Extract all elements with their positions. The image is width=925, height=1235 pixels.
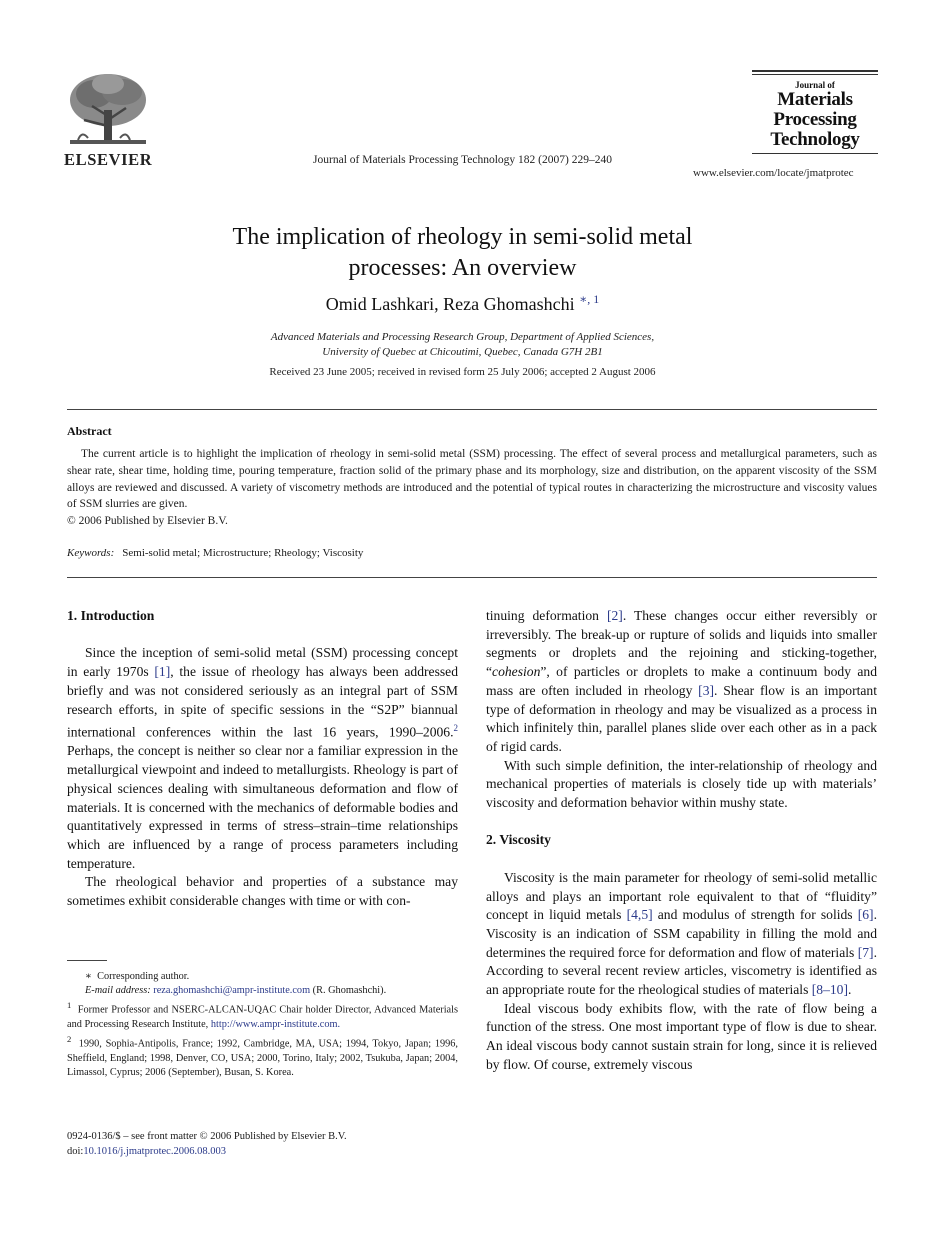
abstract-heading: Abstract (67, 424, 112, 438)
citation-link[interactable]: [4,5] (626, 907, 653, 923)
left-column (67, 607, 458, 911)
title-line-1: The implication of rheology in semi-solid metal (232, 224, 693, 250)
elsevier-tree-icon (64, 70, 152, 150)
footnote-rule (67, 960, 107, 961)
abstract-copyright: © 2006 Published by Elsevier B.V. (67, 515, 228, 528)
divider (67, 577, 877, 578)
affiliation (0, 330, 925, 360)
footnote-link[interactable]: 2 (453, 723, 458, 734)
institute-url-link[interactable]: http://www.ampr-institute.com. (210, 1019, 341, 1031)
page-footer (67, 1130, 347, 1159)
author-footnote-mark[interactable]: ∗, 1 (579, 292, 600, 306)
logo-rule (752, 70, 878, 72)
journal-logo (752, 70, 878, 156)
citation-link[interactable]: [2] (606, 608, 623, 623)
footnote-2: $^2$ 1990, Sophia-Antipolis, France; 1992, Cambridge, MA, USA; 1994, Tokyo, Japan; 1996, Sheffield, England; 1998, Denver, CO, USA; 2000, Torino, Italy; 2002, Tsukuba, Japan; 2004, Limassol, Cyprus; 2006 (September), Busan, S. Korea. (67, 1034, 458, 1079)
paragraph: tinuing deformation [2]. These changes occur either reversibly or irreversibly. The break-up or rupture of solids and liquids into smaller segments or droplets and the rejoining and sticking-together, “cohesion”, of particles or droplets to make a continuum body and mass are often included in rheology [3]. Shear flow is an important type of deformation in rheology and may be visualized as a process in which infinitely thin, parallel planes slide over each other as in a pack of rigid cards. (486, 608, 878, 754)
affiliation-line-2: University of Quebec at Chicoutimi, Quebec, Canada G7H 2B1 (322, 346, 603, 358)
journal-logo-line: Materials (777, 89, 853, 110)
footnote-1: $^1$ Former Professor and NSERC-ALCAN-UQAC Chair holder Director, Advanced Materials and Processing Research Institute, http://www.ampr-institute.com. (67, 1000, 458, 1031)
journal-url[interactable]: www.elsevier.com/locate/jmatprotec (693, 167, 854, 179)
logo-rule (752, 153, 878, 154)
paragraph: The rheological behavior and properties of a substance may sometimes exhibit considerable changes with time or with con- (67, 874, 458, 909)
footnote-email: E-mail address: reza.ghomashchi@ampr-institute.com (R. Ghomashchi). (85, 985, 387, 997)
paragraph: With such simple definition, the inter-relationship of rheology and mechanical properties of materials is closely tide up with materials’ viscosity and deformation behavior within mushy state. (486, 757, 877, 811)
citation-link[interactable]: [1] (154, 664, 171, 680)
paragraph: Since the inception of semi-solid metal (SSM) processing concept in early 1970s [1], the issue of rheology has always been addressed briefly and was not considered seriously as an integral part of SSM research efforts, in spite of specific sessions in the “S2P” biannual international conferences within the last 16 years, 1990–2006.$^2$ Perhaps, the concept is neither so clear nor a familiar expression in the metallurgical viewpoint and indeed to metallurgists. Rheology is part of physical sciences dealing with simultaneous deformation and flow of materials. It is concerned with the mechanics of deformable bodies and quantitatively expressed in terms of stress–strain–time relationships which are influenced by a range of process parameters including temperature. (67, 645, 458, 871)
right-column (486, 607, 877, 1075)
article-title (0, 222, 925, 284)
article-dates: Received 23 June 2005; received in revised form 25 July 2006; accepted 2 August 2006 (269, 366, 656, 378)
issn-line: 0924-0136/$ – see front matter © 2006 Published by Elsevier B.V. (67, 1131, 347, 1142)
abstract-text: The current article is to highlight the implication of rheology in semi-solid metal (SSM) processing. The effect of several process and metallurgical parameters, such as shear rate, shear time, holding time, pouring temperature, fraction solid of the primary phase and its morphology, size and distribution, on the apparent viscosity of the SSM alloys are reviewed and discussed. A variety of viscometry methods are introduced and the potential of typical routes in characterizing the microstructure and viscosity values of SSM slurries are given. (67, 448, 877, 511)
section-heading-viscosity: 2. Viscosity (486, 832, 551, 848)
section-heading-introduction: 1. Introduction (67, 608, 155, 623)
author-names: Omid Lashkari, Reza Ghomashchi (325, 294, 575, 314)
logo-rule (752, 74, 878, 75)
title-line-2: processes: An overview (348, 255, 577, 281)
email-link[interactable]: reza.ghomashchi@ampr-institute.com (153, 985, 311, 997)
journal-logo-line: Technology (770, 129, 860, 150)
keywords (67, 547, 363, 559)
keywords-list: Semi-solid metal; Microstructure; Rheology; Viscosity (122, 547, 364, 559)
citation-link[interactable]: [7] (857, 944, 874, 960)
keywords-label: Keywords: (67, 547, 115, 559)
citation-link[interactable]: [3] (698, 682, 715, 698)
journal-logo-small: Journal of (795, 80, 835, 90)
abstract-body (67, 446, 877, 530)
divider (67, 409, 877, 410)
footnote-corresponding: ∗ Corresponding author. (85, 971, 190, 982)
citation-link[interactable]: [6] (857, 907, 874, 923)
paragraph: Ideal viscous body exhibits flow, with the rate of flow being a function of the stress. One most important type of flow is due to shear. An ideal viscous body cannot sustain strain for long, since it is relieved by flow. Of course, extremely viscous (486, 1000, 877, 1072)
citation-link[interactable]: [8–10] (811, 982, 849, 998)
journal-citation: Journal of Materials Processing Technology 182 (2007) 229–240 (313, 154, 612, 166)
journal-logo-line: Processing (773, 109, 857, 130)
doi-line: doi:10.1016/j.jmatprotec.2006.08.003 (67, 1145, 226, 1157)
doi-link[interactable]: 10.1016/j.jmatprotec.2006.08.003 (83, 1145, 226, 1157)
footnotes (67, 970, 458, 1080)
paragraph: Viscosity is the main parameter for rheology of semi-solid metallic alloys and plays an important role equivalent to that of “fluidity” concept in liquid metals [4,5] and modulus of strength for solids [6]. Viscosity is an indication of SSM capability in filling the mold and determines the required force for deformation and flow of materials [7]. According to several recent review articles, viscometry is identified as an appropriate route for the rheological studies of materials [8–10]. (486, 869, 877, 998)
authors (0, 292, 925, 315)
affiliation-line-1: Advanced Materials and Processing Research Group, Department of Applied Sciences, (270, 331, 655, 343)
publisher-name: ELSEVIER (64, 150, 153, 169)
